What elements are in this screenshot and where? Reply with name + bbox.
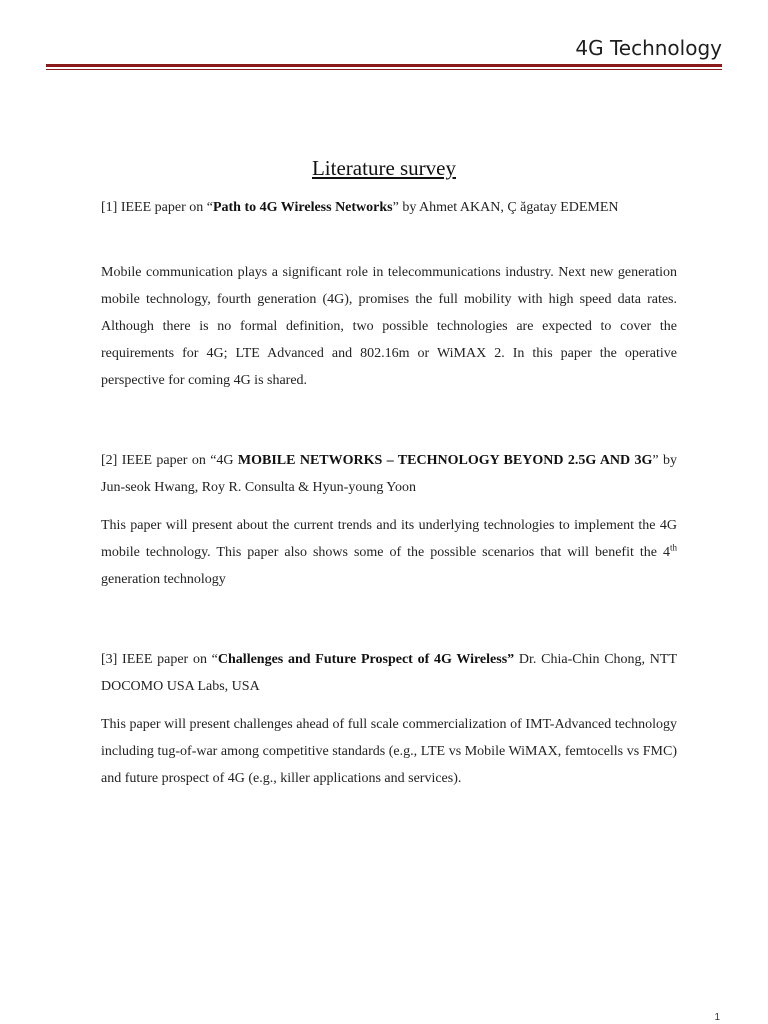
reference-1-prefix: [1] IEEE paper on “	[101, 200, 213, 215]
header-rule-thick	[46, 64, 722, 67]
reference-1-title: Path to 4G Wireless Networks	[212, 200, 393, 215]
reference-2-prefix: [2] IEEE paper on “4G	[101, 453, 238, 468]
summary-2-superscript: th	[669, 542, 677, 553]
reference-2-title: MOBILE NETWORKS – TECHNOLOGY BEYOND 2.5G AND 3G	[237, 453, 653, 468]
header-rule-thin	[46, 69, 722, 70]
document-heading: Literature survey	[311, 156, 457, 180]
reference-3-suffix: Dr. Chia-Chin Chong, NTT DOCOMO USA Labs, USA	[101, 652, 677, 694]
page-header-title: 4G Technology	[575, 36, 722, 60]
reference-1	[101, 194, 677, 221]
reference-3-prefix: [3] IEEE paper on “	[101, 652, 218, 667]
reference-3-title: Challenges and Future Prospect of 4G Wireless”	[217, 652, 515, 667]
reference-2-suffix: ” by Jun-seok Hwang, Roy R. Consulta & Hyun-young Yoon	[101, 453, 677, 495]
summary-1: Mobile communication plays a significant role in telecommunications industry. Next new generation mobile technology, fourth generation (4G), promises the full mobility with high speed data rates. Although there is no formal definition, two possible technologies are expected to cover the requirements for 4G; LTE Advanced and 802.16m or WiMAX 2. In this paper the operative perspective for coming 4G is shared.	[101, 265, 677, 388]
summary-2-text-end: generation technology	[101, 572, 226, 587]
summary-2-text: This paper will present about the current trends and its underlying technologies to implement the 4G mobile technology. This paper also shows some of the possible scenarios that will benefit the 4	[101, 518, 677, 560]
page-number: 1	[714, 1012, 720, 1023]
reference-1-suffix: ” by Ahmet AKAN, Ç ăgatay EDEMEN	[392, 200, 619, 215]
reference-3	[101, 646, 677, 700]
summary-2	[101, 512, 677, 593]
reference-2	[101, 447, 677, 501]
summary-3: This paper will present challenges ahead of full scale commercialization of IMT-Advanced technology including tug-of-war among competitive standards (e.g., LTE vs Mobile WiMAX, femtocells vs FMC) and future prospect of 4G (e.g., killer applications and services).	[101, 717, 677, 786]
